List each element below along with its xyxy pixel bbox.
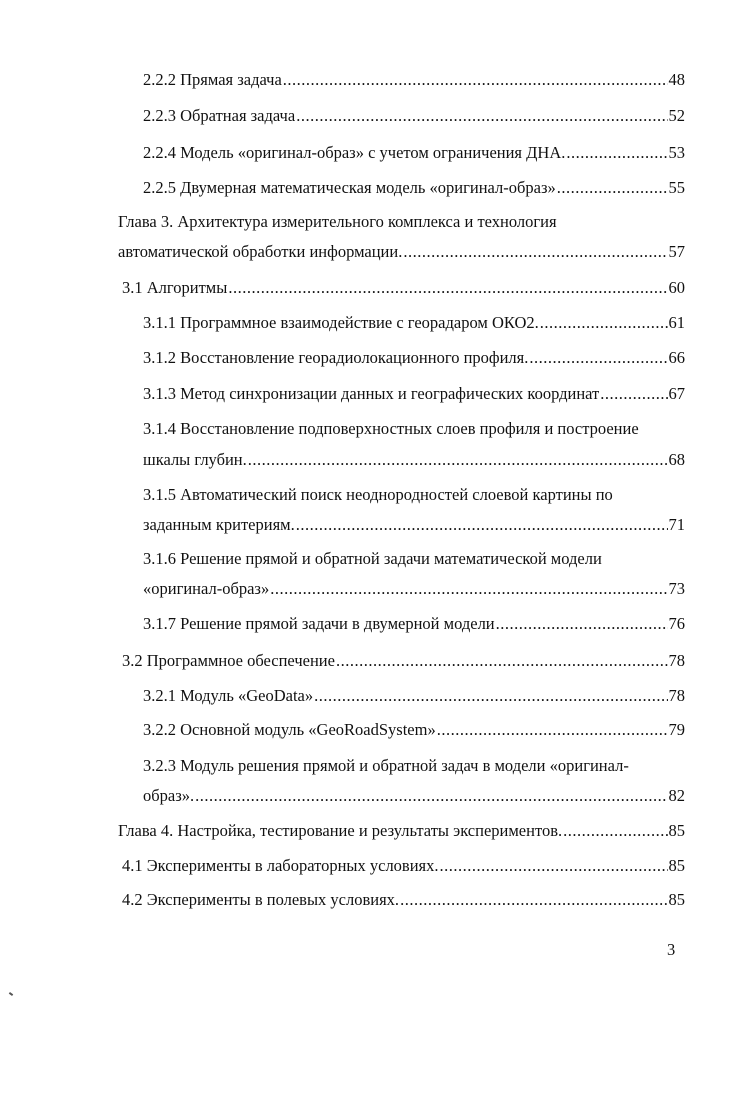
toc-entry-title: автоматической обработки информации. <box>118 242 403 261</box>
toc-entry <box>143 686 685 706</box>
toc-leader-dots <box>296 106 667 126</box>
toc-entry-title: 2.2.4 Модель «оригинал-образ» с учетом ограничения ДНА. <box>143 143 566 162</box>
toc-entry <box>122 278 685 298</box>
toc-entry-title: «оригинал-образ» <box>143 579 270 598</box>
toc-entry-page: 52 <box>668 106 685 125</box>
toc-entry-page: 78 <box>668 651 685 670</box>
toc-entry-title-line1: 3.1.5 Автоматический поиск неоднородностей слоевой картины по <box>143 485 613 504</box>
toc-leader-dots <box>314 686 667 706</box>
toc-entry-page: 76 <box>668 614 685 633</box>
toc-leader-dots <box>496 614 668 634</box>
toc-entry-page: 71 <box>668 515 685 534</box>
toc-entry <box>118 821 685 841</box>
toc-entry-title: заданным критериям. <box>143 515 295 534</box>
toc-entry <box>143 143 685 163</box>
toc-entry <box>143 720 685 740</box>
toc-entry-page: 61 <box>668 313 685 332</box>
toc-entry <box>143 450 685 470</box>
toc-entry <box>143 178 685 198</box>
toc-leader-dots <box>540 313 668 333</box>
toc-entry-page: 67 <box>668 384 685 403</box>
toc-entry-title: 4.1 Эксперименты в лабораторных условиях. <box>122 856 439 875</box>
toc-entry-title: 3.2.2 Основной модуль «GeoRoadSystem» <box>143 720 436 739</box>
toc-entry-page: 57 <box>668 242 685 261</box>
toc-leader-dots <box>529 348 667 368</box>
toc-entry-page: 73 <box>668 579 685 598</box>
toc-entry-title: 3.1.7 Решение прямой задачи в двумерной модели <box>143 614 495 633</box>
toc-entry-page: 82 <box>668 786 685 805</box>
toc-entry-title: 3.1.2 Восстановление георадиолокационного профиля. <box>143 348 529 367</box>
toc-leader-dots <box>195 786 667 806</box>
toc-leader-dots <box>600 384 667 404</box>
toc-leader-dots <box>403 242 667 262</box>
toc-entry-title: 3.2 Программное обеспечение <box>122 651 335 670</box>
toc-leader-dots <box>270 579 667 599</box>
toc-entry-title-line1: Глава 3. Архитектура измерительного комплекса и технология <box>118 212 557 231</box>
toc-leader-dots <box>557 178 668 198</box>
toc-entry-title: 3.1.3 Метод синхронизации данных и географических координат <box>143 384 600 403</box>
toc-entry-title: 4.2 Эксперименты в полевых условиях. <box>122 890 400 909</box>
toc-entry-page: 60 <box>668 278 685 297</box>
toc-entry-title: 2.2.2 Прямая задача <box>143 70 282 89</box>
toc-entry <box>122 651 685 671</box>
toc-entry-page: 85 <box>668 890 685 909</box>
toc-leader-dots <box>563 821 667 841</box>
toc-entry-page: 68 <box>668 450 685 469</box>
toc-entry-title: 3.1.1 Программное взаимодействие с георадаром ОКО2. <box>143 313 539 332</box>
toc-leader-dots <box>336 651 668 671</box>
toc-entry-title-line1: 3.2.3 Модуль решения прямой и обратной задач в модели «оригинал- <box>143 756 629 775</box>
toc-entry-title: шкалы глубин. <box>143 450 247 469</box>
toc-entry-page: 85 <box>668 856 685 875</box>
toc-entry-title: 2.2.3 Обратная задача <box>143 106 296 125</box>
toc-entry <box>143 786 685 806</box>
toc-entry-page: 78 <box>668 686 685 705</box>
toc-leader-dots <box>283 70 668 90</box>
toc-entry-title-line1: 3.1.4 Восстановление подповерхностных слоев профиля и построение <box>143 419 639 438</box>
toc-leader-dots <box>400 890 667 910</box>
toc-entry-title-line1: 3.1.6 Решение прямой и обратной задачи математической модели <box>143 549 602 568</box>
toc-entry-page: 48 <box>668 70 685 89</box>
toc-entry-page: 66 <box>668 348 685 367</box>
toc-entry-title: 3.1 Алгоритмы <box>122 278 228 297</box>
toc-entry <box>122 890 685 910</box>
toc-leader-dots <box>228 278 667 298</box>
toc-entry-title: 3.2.1 Модуль «GeoData» <box>143 686 314 705</box>
page-number: 3 <box>667 940 676 959</box>
toc-entry <box>143 515 685 535</box>
toc-entry-title: Глава 4. Настройка, тестирование и результаты экспериментов. <box>118 821 563 840</box>
toc-entry <box>143 348 685 368</box>
toc-entry <box>143 70 685 90</box>
toc-entry <box>143 384 685 404</box>
toc-entry <box>118 242 685 262</box>
toc-entry <box>143 614 685 634</box>
toc-entry <box>143 106 685 126</box>
toc-entry-title: 2.2.5 Двумерная математическая модель «оригинал-образ» <box>143 178 556 197</box>
toc-leader-dots <box>566 143 667 163</box>
toc-entry <box>122 856 685 876</box>
toc-entry <box>143 313 685 333</box>
toc-entry-page: 85 <box>668 821 685 840</box>
scan-artifact-mark <box>9 992 13 996</box>
toc-entry <box>143 579 685 599</box>
toc-entry-page: 55 <box>668 178 685 197</box>
toc-entry-page: 79 <box>668 720 685 739</box>
toc-entry-page: 53 <box>668 143 685 162</box>
toc-leader-dots <box>440 856 668 876</box>
toc-leader-dots <box>437 720 668 740</box>
toc-leader-dots <box>296 515 668 535</box>
toc-entry-title: образ». <box>143 786 195 805</box>
toc-leader-dots <box>248 450 668 470</box>
